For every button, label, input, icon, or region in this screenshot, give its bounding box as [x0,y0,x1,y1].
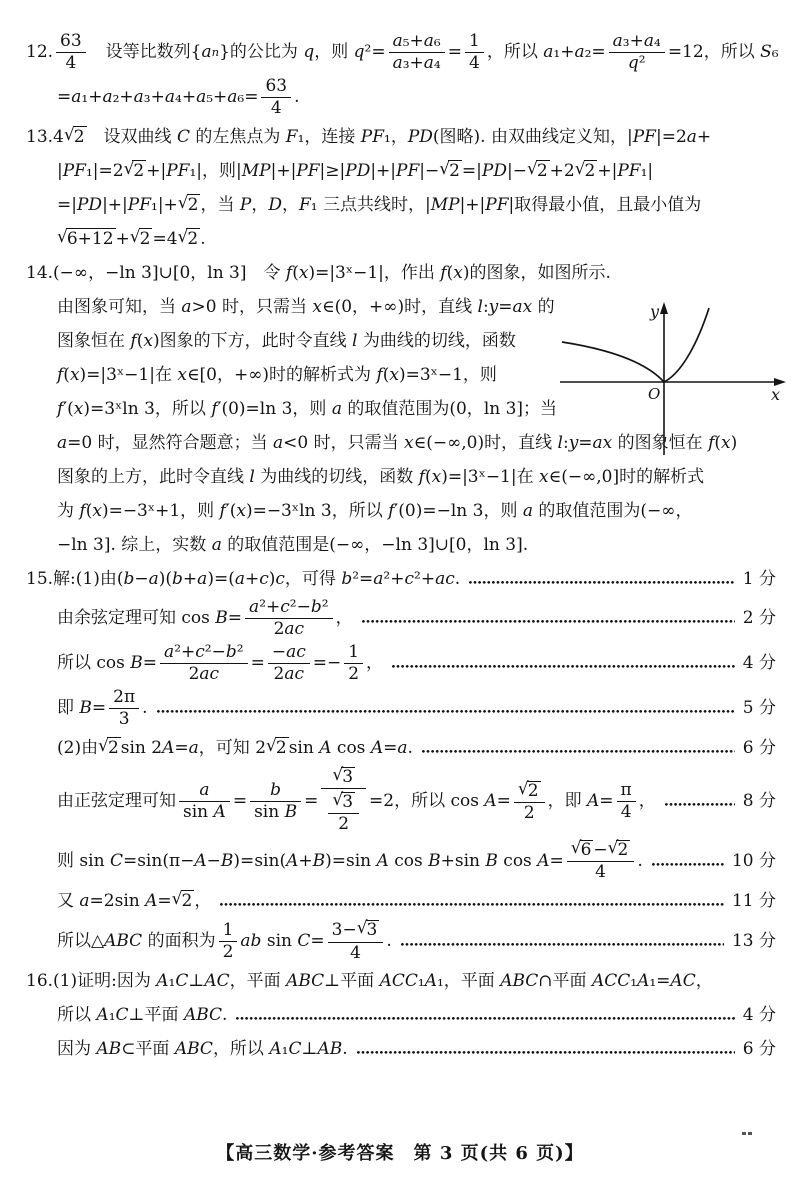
fraction-numerator [344,642,363,663]
math-text: 2 [348,664,360,685]
page-footer: 【高三数学·参考答案 第 3 页(共 6 页)】 [216,1143,584,1164]
math-text: 15.解:(1)由(b−a)(b+a)=(a+c)c，可得 b²=a²+c²+ac. [26,568,461,589]
score-label: 1 分 [742,568,776,589]
sqrt-expression [575,160,598,182]
answer-line [0,120,800,154]
radicand: 2 [617,840,629,861]
math-text: ， [194,890,212,911]
radical-sign-icon: √ [63,125,74,145]
math-text: a₃+a₄ [392,53,441,74]
fraction-denominator [617,801,636,823]
math-text: sin 2A=a，可知 2 [120,737,267,758]
math-text: +|PF₁| [597,160,654,181]
sqrt-expression [527,160,550,182]
math-text: ，当 P，D，F₁ 三点共线时，|MP|+|PF|取得最小值，且最小值为 [200,194,702,215]
radicand: 6+12 [66,229,114,249]
math-text: . [200,228,206,249]
math-text: a [199,780,210,801]
math-text: a₃+a₄ [612,31,661,51]
fraction-denominator [109,708,139,730]
radical-sign-icon: √ [123,159,134,179]
math-text: 为 f(x)=−3ˣ+1，则 f′(x)=−3ˣln 3，所以 f′(0)=−ln 3，则 a 的取值范围为(−∞， [57,500,693,521]
radicand: 2 [584,161,596,181]
radical-sign-icon: √ [171,889,182,910]
math-text: 又 a=2sin A= [57,890,172,911]
answer-line [0,562,800,596]
answer-line [0,528,800,562]
math-text: =a₁+a₂+a₃+a₄+a₅+a₆= [57,86,259,107]
math-text: 4 [350,942,361,963]
sqrt-expression [332,792,355,812]
dotted-leader [422,750,735,753]
math-text: 设双曲线 C 的左焦点为 F₁，连接 PF₁，PD(图略). 由双曲线定义知，|PF|=2a+ [86,126,712,147]
math-text: 图象的上方，此时令直线 l 为曲线的切线，函数 f(x)=|3ˣ−1|在 x∈(−∞,0]时的解析式 [57,466,705,487]
radical-sign-icon: √ [356,918,367,939]
radicand: 2 [527,780,539,801]
fraction-denominator [245,618,333,640]
math-text: 2ac [273,664,304,685]
radical-sign-icon: √ [266,736,276,757]
subscript: n [211,45,220,60]
score-label: 4 分 [742,653,776,674]
math-text: . [637,850,643,871]
math-text: 2 [523,802,535,823]
fraction-numerator [250,780,301,801]
fraction-numerator [268,642,310,663]
fraction-denominator [321,788,366,837]
radical-sign-icon: √ [129,227,140,247]
math-text: sin A cos A=a. [288,737,413,758]
fraction [617,780,636,823]
fraction [328,919,384,963]
radicand: 2 [133,161,145,181]
math-text: 则 sin C=sin(π−A−B)=sin(A+B)=sin A cos B+sin B cos A= [57,850,564,871]
radical-sign-icon: √ [332,765,343,786]
math-text: ， [335,608,353,629]
answer-line [0,884,800,918]
math-text: 4 [270,98,282,119]
math-text: −ln 3]. 综上，实数 a 的取值范围是(−∞，−ln 3]∪[0，ln 3]. [57,534,529,555]
math-text: }的公比为 q，则 q²= [219,41,386,62]
dotted-leader [357,1051,735,1054]
sqrt-expression [266,737,289,759]
radicand: 2 [275,738,287,759]
math-text: 2π [113,687,136,708]
answer-line [0,30,800,75]
fraction [328,791,359,835]
math-text: ，所以 a₁+a₂= [486,41,606,62]
answer-line [0,918,800,964]
fraction-denominator [219,941,238,963]
fraction [160,642,248,685]
radical-sign-icon: √ [526,159,537,179]
math-text: 16.(1)证明:因为 A₁C⊥AC，平面 ABC⊥平面 ACC₁A₁，平面 ABC∩平面 ACC₁A₁=AC， [26,970,713,991]
dotted-leader [652,863,724,866]
sqrt-expression [124,160,147,182]
fraction-numerator [321,766,366,788]
math-text: 12. [26,41,54,62]
answers-content [0,30,800,1067]
sqrt-expression [608,840,631,860]
sqrt-expression [130,228,153,250]
fraction-denominator [344,663,363,685]
fraction-denominator [514,802,545,824]
math-text: 图象恒在 f(x)图象的下方，此时令直线 l 为曲线的切线，函数 [57,330,516,351]
radicand: 2 [187,229,199,249]
fraction-denominator [261,97,291,119]
answer-line [0,494,800,528]
math-text: 设等比数列{a [88,41,212,62]
math-text: ， [366,653,384,674]
fraction-denominator [328,813,359,835]
math-text: − [593,839,608,860]
math-text: 所以 A₁C⊥平面 ABC. [57,1004,228,1025]
answer-line [0,596,800,641]
fraction [250,780,301,823]
answer-line [0,965,800,999]
sqrt-expression [178,194,201,216]
fraction [268,642,310,685]
origin-label: O [648,385,661,403]
dotted-leader [236,1017,734,1020]
math-text: (2)由 [57,737,99,758]
answer-line [0,460,800,494]
math-text: 63 [60,31,82,51]
math-text: +|PF₁|，则|MP|+|PF|≥|PD|+|PF|− [146,160,440,181]
radical-sign-icon: √ [574,159,585,179]
answer-line [0,256,800,290]
radical-sign-icon: √ [332,790,343,811]
math-text: 2ac [188,664,220,685]
fraction [219,920,238,963]
fraction-denominator [179,801,230,823]
fraction [245,597,333,640]
math-text: 因为 AB⊂平面 ABC，所以 A₁C⊥AB. [57,1038,348,1059]
sqrt-expression [172,890,195,912]
fraction-numerator [609,31,665,52]
math-text: 1 [222,919,234,940]
sqrt-expression [98,737,121,759]
y-axis-arrow [660,302,668,314]
score-label: 4 分 [742,1004,776,1025]
math-text: = [304,791,319,812]
math-text: 63 [265,76,288,97]
score-label: 5 分 [742,698,776,719]
radicand: 2 [536,161,548,181]
dotted-leader [220,903,724,906]
radicand: 2 [449,161,460,181]
dotted-leader [469,581,735,584]
sqrt-expression [571,840,594,860]
fraction [465,31,484,74]
answer-line [0,999,800,1033]
fraction-denominator [328,942,384,964]
math-text: . [142,698,148,719]
radical-sign-icon: √ [439,159,450,179]
fraction-numerator [617,780,636,801]
math-text: f′(x)=3ˣln 3，所以 f′(0)=ln 3，则 a 的取值范围为(0，ln 3]；当 [57,398,558,419]
fraction [609,31,665,74]
fraction-numerator [514,780,545,802]
sqrt-expression [64,126,87,148]
math-text: 由图象可知，当 a>0 时，只需当 x∈(0，+∞)时，直线 l:y=ax 的 [57,296,555,317]
radicand: 2 [181,891,193,912]
answer-line [0,188,800,222]
math-text: 由正弦定理可知 [57,791,176,812]
answer-line [0,731,800,765]
fraction-denominator [56,52,86,74]
answer-line [0,686,800,731]
math-text: ， [638,791,656,812]
radicand: 2 [107,738,119,759]
math-text: = [250,653,265,674]
fraction-denominator [465,52,484,74]
radical-sign-icon: √ [570,838,581,859]
math-text: + [115,228,130,249]
math-text: 4 [595,862,606,883]
sqrt-expression [439,160,462,182]
math-text: q² [627,53,646,74]
fraction-numerator [567,839,635,861]
fraction [321,766,366,837]
answer-line [0,641,800,686]
fraction-numerator [219,920,238,941]
fraction-denominator [389,52,445,74]
math-text: −ac [271,642,306,663]
radical-sign-icon: √ [517,778,528,799]
radicand: 3 [342,767,354,788]
math-text: |PF₁|=2 [57,160,124,181]
math-text: 由余弦定理可知 cos B= [57,608,243,629]
score-label: 11 分 [731,890,776,911]
fraction-numerator [465,31,484,52]
math-text: sin A [183,802,226,823]
fraction [514,780,545,824]
math-text: a=0 时，显然符合题意；当 a<0 时，只需当 x∈(−∞,0)时，直线 l:y=ax 的图象恒在 f(x) [57,432,738,453]
math-text: =|PD|+|PF₁|+ [57,194,178,215]
fraction-numerator [328,919,384,941]
score-label: 8 分 [742,791,776,812]
math-text: =12，所以 S₆ [667,41,779,62]
radical-sign-icon: √ [607,838,618,859]
math-text: 14.(−∞，−ln 3]∪[0，ln 3] 令 f(x)=|3ˣ−1|，作出 f(x)的图象，如图所示. [26,262,611,283]
math-text: 3 [118,709,130,730]
radicand: 3 [366,920,378,941]
fraction-numerator [109,687,139,708]
math-text: a₅+a₆ [392,31,441,51]
math-text: a²+c²−b² [164,642,244,663]
sqrt-expression [332,767,355,787]
math-text: =− [312,653,342,674]
dotted-leader [392,665,735,668]
fraction-denominator [160,663,248,685]
fraction [109,687,139,730]
radicand: 6 [580,840,592,861]
math-text: 2 [222,942,234,962]
fraction-denominator [609,52,665,74]
math-text: b [270,780,282,801]
math-text: ab sin C= [240,930,325,951]
fraction [261,76,291,119]
dotted-leader [401,943,724,946]
math-text: 2 [338,814,350,835]
sqrt-expression [517,778,541,801]
function-graph-figure [552,300,792,458]
answer-line [0,765,800,838]
dotted-leader [362,620,735,623]
math-text: 1 [348,642,360,663]
scan-artifact-mark [742,1132,753,1135]
sqrt-expression [357,920,380,940]
math-text: π [620,780,632,801]
answer-line [0,1033,800,1067]
math-text: 13.4 [26,126,64,147]
math-text: = [232,791,248,812]
fraction-numerator [179,780,230,801]
score-label: 6 分 [742,1038,776,1059]
radical-sign-icon: √ [57,227,67,247]
fraction-numerator [56,31,86,52]
math-text: 4 [469,53,480,74]
math-text: =2，所以 cos A= [369,791,511,812]
dotted-leader [157,710,735,713]
radicand: 2 [139,229,151,249]
math-text: a²+c²−b² [249,597,329,618]
fraction [389,31,445,74]
math-text: =|PD|− [461,160,527,181]
y-axis-label: y [650,302,660,321]
radicand: 3 [342,792,354,813]
sqrt-expression [178,228,201,250]
fraction-denominator [567,861,635,883]
math-text: 即 B= [57,698,107,719]
score-label: 13 分 [731,930,776,951]
score-label: 10 分 [731,850,776,871]
radical-sign-icon: √ [177,193,188,213]
score-label: 6 分 [742,737,776,758]
fraction-numerator [245,597,333,618]
fraction-numerator [389,31,445,52]
fraction [344,642,363,685]
fraction-numerator [261,76,291,97]
math-text: 4 [65,53,77,74]
score-label: 2 分 [742,608,776,629]
x-axis-label: x [771,385,781,404]
fraction-denominator [268,663,310,685]
math-text: . [386,930,392,951]
math-text: ，即 A= [547,791,614,812]
math-text: 4 [620,802,632,823]
radical-sign-icon: √ [98,736,108,757]
curve-left-branch [562,342,664,382]
fraction [56,31,86,74]
math-text: 所以△ABC 的面积为 [57,930,216,951]
math-text: 2ac [273,619,305,640]
sqrt-expression [57,228,116,250]
fraction-numerator [328,791,359,813]
radicand: 2 [187,195,199,215]
math-text: 所以 cos B= [57,653,158,674]
radicand: 2 [73,127,85,147]
math-text: +2 [549,160,575,181]
fraction [567,839,635,883]
answer-line [0,154,800,188]
math-text: sin B [254,802,298,823]
fraction-denominator [250,801,301,823]
answer-line [0,75,800,120]
dotted-leader [665,803,735,806]
fraction-numerator [160,642,248,663]
math-text: . [294,86,300,107]
math-text: =4 [152,228,178,249]
curve-right-branch [664,308,709,382]
math-text: f(x)=|3ˣ−1|在 x∈[0，+∞)时的解析式为 f(x)=3ˣ−1，则 [57,364,497,385]
answer-line [0,222,800,256]
math-text: 3− [331,919,357,940]
answer-line [0,838,800,884]
fraction [179,780,230,823]
math-text: = [447,41,462,62]
radical-sign-icon: √ [177,227,188,247]
math-text: 1 [469,31,480,51]
